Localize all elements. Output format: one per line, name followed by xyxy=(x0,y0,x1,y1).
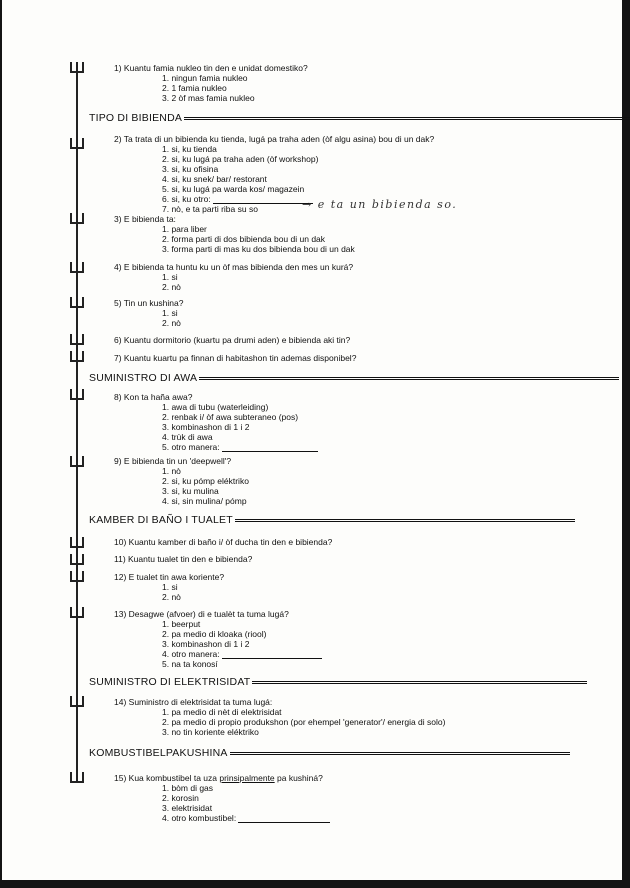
q8-option-2[interactable]: 2. renbak i/ òf awa subteraneo (pos) xyxy=(162,412,299,422)
section-kamber-di-banyo xyxy=(89,514,575,526)
answer-box-q5[interactable] xyxy=(70,297,84,308)
q2-option-2[interactable]: 2. si, ku lugá pa traha aden (òf workshop) xyxy=(162,154,319,164)
q15-underlined: prinsipalmente xyxy=(219,773,275,783)
q4-option-2[interactable]: 2. nò xyxy=(162,282,181,292)
section-title: SUMINISTRO DI AWA xyxy=(89,372,198,384)
answer-box-q9[interactable] xyxy=(70,456,84,467)
q8-option-4[interactable]: 4. trùk di awa xyxy=(162,432,213,442)
q9-option-3[interactable]: 3. si, ku mulina xyxy=(162,486,219,496)
q13-option-1[interactable]: 1. beerput xyxy=(162,619,201,629)
q2-option-7[interactable]: 7. nò, e ta parti riba su so xyxy=(162,204,258,214)
q3-option-3[interactable]: 3. forma parti di mas ku dos bibienda bou di un dak xyxy=(162,244,355,254)
q9-option-2[interactable]: 2. si, ku pómp eléktriko xyxy=(162,476,249,486)
q1-option-2[interactable]: 2. 1 famia nukleo xyxy=(162,83,227,93)
question-2: 2) Ta trata di un bibienda ku tienda, lugá pa traha aden (òf algu asina) bou di un dak? xyxy=(114,134,435,144)
section-rule xyxy=(252,681,587,684)
questionnaire-page xyxy=(2,0,622,880)
question-8: 8) Kon ta haña awa? xyxy=(114,392,193,402)
question-13: 13) Desagwe (afvoer) di e tualèt ta tuma lugá? xyxy=(114,609,289,619)
q13-option-3[interactable]: 3. kombinashon di 1 i 2 xyxy=(162,639,250,649)
answer-box-q3[interactable] xyxy=(70,213,84,224)
answer-box-q1[interactable] xyxy=(70,62,84,73)
answer-box-q2[interactable] xyxy=(70,138,84,149)
q13-other-blank[interactable] xyxy=(222,650,322,659)
section-suministro-di-awa xyxy=(89,372,619,384)
q15-option-4[interactable] xyxy=(162,813,330,823)
q13-option-2[interactable]: 2. pa medio di kloaka (riool) xyxy=(162,629,267,639)
q14-option-2[interactable]: 2. pa medio di propio produkshon (por ehempel 'generator'/ energia di solo) xyxy=(162,717,446,727)
answer-box-q4[interactable] xyxy=(70,262,84,273)
question-11: 11) Kuantu tualet tin den e bibienda? xyxy=(114,554,253,564)
q15-option-2[interactable]: 2. korosin xyxy=(162,793,199,803)
section-kombustibel-pa-kushina xyxy=(89,747,570,759)
question-6: 6) Kuantu dormitorio (kuartu pa drumi aden) e bibienda aki tin? xyxy=(114,335,351,345)
margin-line xyxy=(76,62,78,782)
question-9: 9) E bibienda tin un 'deepwell'? xyxy=(114,456,232,466)
q2-other-blank[interactable] xyxy=(213,195,313,204)
q3-option-1[interactable]: 1. para liber xyxy=(162,224,207,234)
q2-option-6[interactable] xyxy=(162,194,313,204)
question-5: 5) Tin un kushina? xyxy=(114,298,184,308)
question-4: 4) E bibienda ta huntu ku un òf mas bibienda den mes un kurá? xyxy=(114,262,354,272)
q15-text-a: 15) Kua kombustibel ta uza xyxy=(114,773,220,783)
q14-option-3[interactable]: 3. no tin koriente eléktriko xyxy=(162,727,259,737)
q12-option-1[interactable]: 1. si xyxy=(162,582,178,592)
q15-text-b: pa kushiná? xyxy=(274,773,323,783)
q1-option-3[interactable]: 3. 2 òf mas famia nukleo xyxy=(162,93,255,103)
q4-option-1[interactable]: 1. si xyxy=(162,272,178,282)
question-3: 3) E bibienda ta: xyxy=(114,214,176,224)
q2-option-5[interactable]: 5. si, ku lugá pa warda kos/ magazein xyxy=(162,184,305,194)
q8-other-blank[interactable] xyxy=(222,443,318,452)
q8-option-3[interactable]: 3. kombinashon di 1 i 2 xyxy=(162,422,250,432)
answer-box-q12[interactable] xyxy=(70,571,84,582)
section-title: SUMINISTRO DI ELEKTRISIDAT xyxy=(89,676,251,688)
q15-option-1[interactable]: 1. bòm di gas xyxy=(162,783,214,793)
q3-option-2[interactable]: 2. forma parti di dos bibienda bou di un dak xyxy=(162,234,326,244)
section-rule xyxy=(230,752,570,755)
section-suministro-di-elektrisidat xyxy=(89,676,587,688)
q13-option-4[interactable] xyxy=(162,649,322,659)
q9-option-4[interactable]: 4. si, sin mulina/ pómp xyxy=(162,496,247,506)
answer-box-q11[interactable] xyxy=(70,554,84,565)
q5-option-2[interactable]: 2. nò xyxy=(162,318,181,328)
section-tipo-di-bibienda xyxy=(89,112,630,124)
q12-option-2[interactable]: 2. nò xyxy=(162,592,181,602)
q2-option-4[interactable]: 4. si, ku snek/ bar/ restorant xyxy=(162,174,267,184)
q8-option-5-label: 5. otro manera: xyxy=(162,442,220,452)
q8-option-5[interactable] xyxy=(162,442,318,452)
question-1: 1) Kuantu famia nukleo tin den e unidat domestiko? xyxy=(114,63,308,73)
q8-option-1[interactable]: 1. awa di tubu (waterleiding) xyxy=(162,402,269,412)
answer-box-q7[interactable] xyxy=(70,351,84,362)
q9-option-1[interactable]: 1. nò xyxy=(162,466,181,476)
q2-option-1[interactable]: 1. si, ku tienda xyxy=(162,144,217,154)
question-14: 14) Suministro di elektrisidat ta tuma lugá: xyxy=(114,697,273,707)
q13-option-5[interactable]: 5. na ta konosí xyxy=(162,659,218,669)
question-10: 10) Kuantu kamber di baño i/ òf ducha tin den e bibienda? xyxy=(114,537,333,547)
answer-box-q6[interactable] xyxy=(70,334,84,345)
q5-option-1[interactable]: 1. si xyxy=(162,308,178,318)
answer-box-q10[interactable] xyxy=(70,537,84,548)
question-15 xyxy=(114,773,323,783)
section-rule xyxy=(199,377,619,380)
section-title: KOMBUSTIBELPAKUSHINA xyxy=(89,747,228,759)
answer-box-q15[interactable] xyxy=(70,772,84,783)
answer-box-q13[interactable] xyxy=(70,607,84,618)
q14-option-1[interactable]: 1. pa medio di nèt di elektrisidat xyxy=(162,707,282,717)
handwritten-note: → e ta un bibienda so. xyxy=(302,198,458,211)
question-12: 12) E tualet tin awa koriente? xyxy=(114,572,225,582)
section-rule xyxy=(235,519,575,522)
q13-option-4-label: 4. otro manera: xyxy=(162,649,220,659)
section-title: TIPO DI BIBIENDA xyxy=(89,112,183,124)
q1-option-1[interactable]: 1. ningun famia nukleo xyxy=(162,73,248,83)
q2-option-6-label: 6. si, ku otro: xyxy=(162,194,211,204)
question-7: 7) Kuantu kuartu pa finnan di habitashon tin ademas disponibel? xyxy=(114,353,357,363)
q2-option-3[interactable]: 3. si, ku ofisina xyxy=(162,164,219,174)
answer-box-q14[interactable] xyxy=(70,696,84,707)
answer-box-q8[interactable] xyxy=(70,389,84,400)
q15-option-4-label: 4. otro kombustibel: xyxy=(162,813,237,823)
section-title: KAMBER DI BAÑO I TUALET xyxy=(89,514,233,526)
section-rule xyxy=(184,117,630,120)
q15-other-blank[interactable] xyxy=(238,814,330,823)
q15-option-3[interactable]: 3. elektrisidat xyxy=(162,803,213,813)
